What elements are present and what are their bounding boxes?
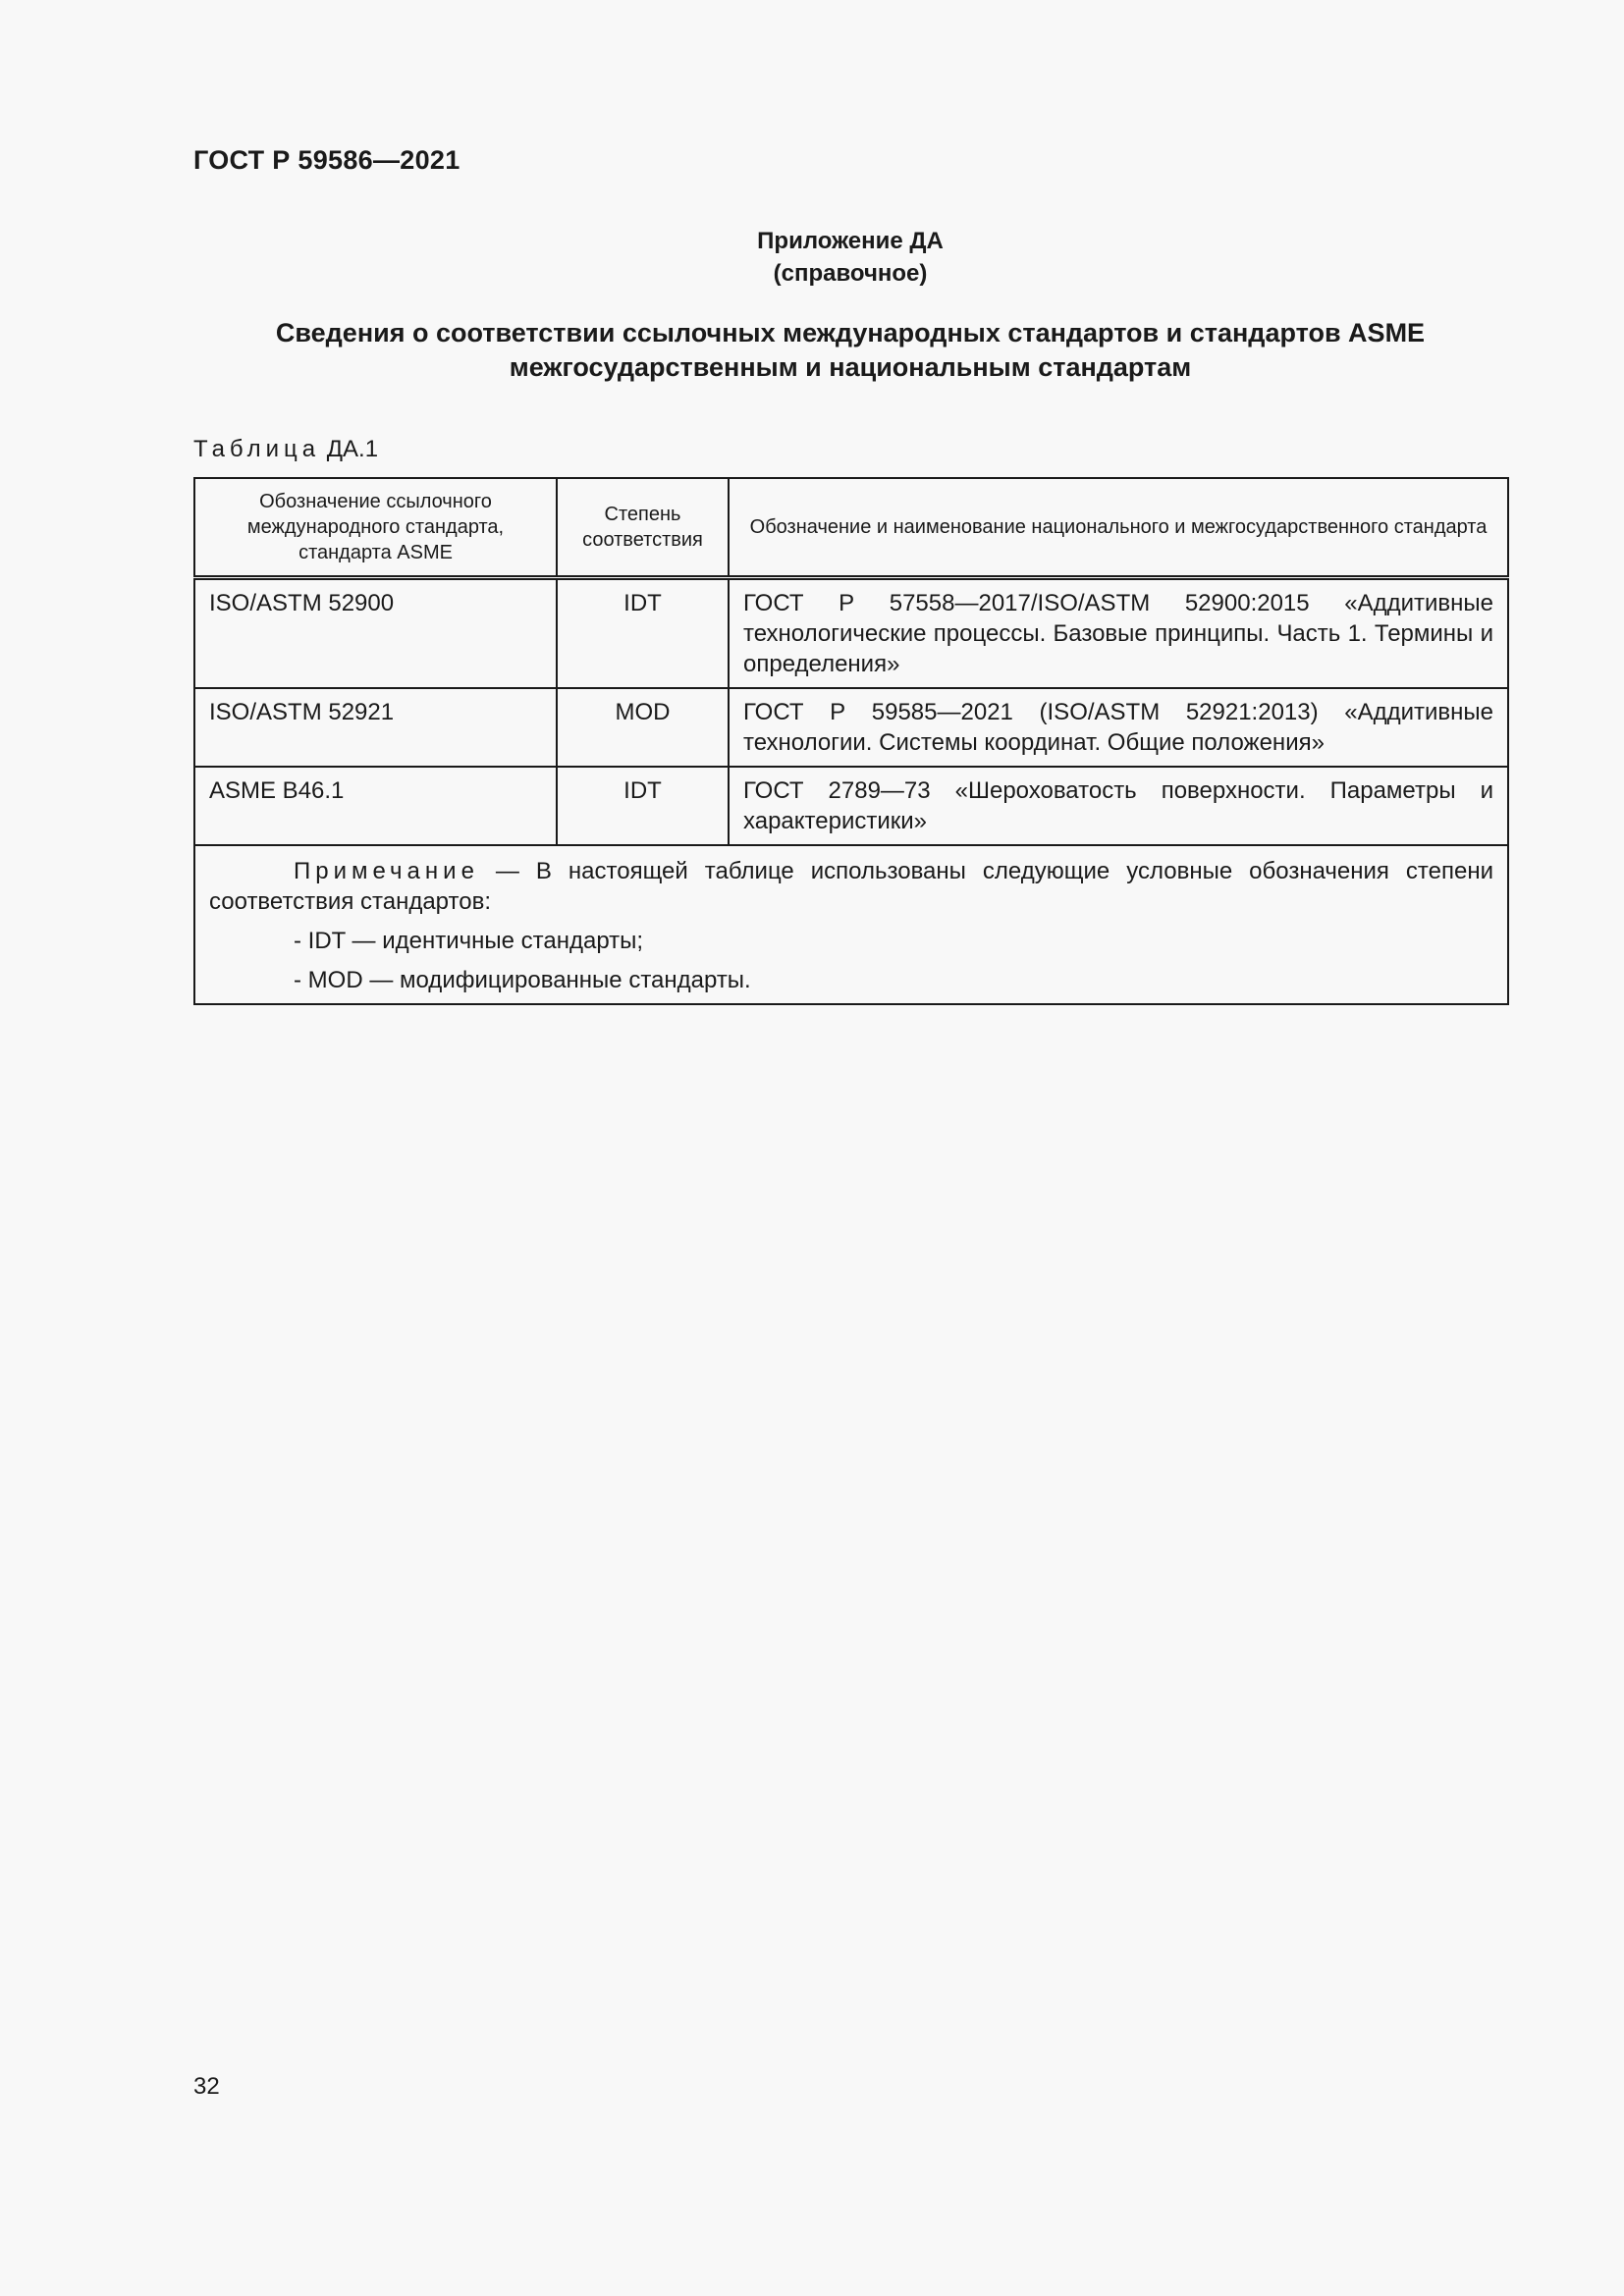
cell-reference: ASME B46.1 bbox=[194, 767, 557, 845]
table-row bbox=[194, 688, 1508, 767]
table-caption bbox=[193, 436, 378, 463]
table-row bbox=[194, 767, 1508, 845]
page-number: 32 bbox=[193, 2073, 220, 2100]
table-caption-label: Таблица bbox=[193, 436, 321, 462]
cell-reference: ISO/ASTM 52900 bbox=[194, 578, 557, 689]
document-code-header: ГОСТ Р 59586—2021 bbox=[193, 145, 460, 175]
note-list-item: - MOD — модифицированные стандарты. bbox=[294, 967, 751, 993]
cell-national: ГОСТ Р 57558—2017/ISO/ASTM 52900:2015 «Аддитивные технологические процессы. Базовые принципы. Часть 1. Термины и определения» bbox=[729, 578, 1508, 689]
column-header-national: Обозначение и наименование национального и межгосударственного стандарта bbox=[729, 478, 1508, 578]
note-list-item: - IDT — идентичные стандарты; bbox=[294, 928, 644, 954]
appendix-title: Приложение ДА bbox=[757, 228, 944, 254]
cell-degree: IDT bbox=[557, 578, 729, 689]
appendix-heading bbox=[193, 225, 1507, 290]
section-title-line-2: межгосударственным и национальным стандартам bbox=[509, 352, 1192, 382]
standards-correspondence-table bbox=[193, 477, 1509, 1005]
note-label: Примечание bbox=[294, 858, 479, 884]
column-header-degree: Степень соответствия bbox=[557, 478, 729, 578]
note-text: — В настоящей таблице использованы следующие условные обозначения степени соответствия стандартов: bbox=[209, 858, 1493, 915]
note-intro bbox=[209, 856, 1493, 917]
section-title-line-1: Сведения о соответствии ссылочных международных стандартов и стандартов ASME bbox=[275, 318, 1426, 347]
table-note bbox=[194, 845, 1508, 1004]
section-title bbox=[193, 316, 1507, 385]
cell-national: ГОСТ Р 59585—2021 (ISO/ASTM 52921:2013) «Аддитивные технологии. Системы координат. Общие положения» bbox=[729, 688, 1508, 767]
cell-degree: MOD bbox=[557, 688, 729, 767]
cell-degree: IDT bbox=[557, 767, 729, 845]
table-caption-number: ДА.1 bbox=[326, 436, 379, 462]
cell-reference: ISO/ASTM 52921 bbox=[194, 688, 557, 767]
cell-national: ГОСТ 2789—73 «Шероховатость поверхности. Параметры и характеристики» bbox=[729, 767, 1508, 845]
table-header-row bbox=[194, 478, 1508, 578]
appendix-type: (справочное) bbox=[773, 260, 928, 287]
table-row bbox=[194, 578, 1508, 689]
table-note-row bbox=[194, 845, 1508, 1004]
column-header-reference: Обозначение ссылочного международного стандарта, стандарта ASME bbox=[194, 478, 557, 578]
